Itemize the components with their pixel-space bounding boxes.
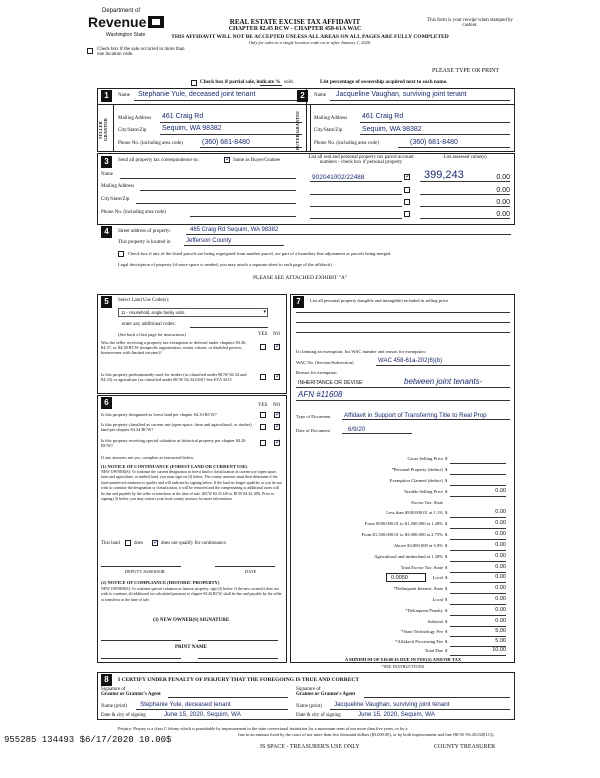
grantor-date-city[interactable]: June 15, 2020, Sequim, WA <box>164 711 241 718</box>
this-land-label: This land <box>101 541 120 546</box>
buyer-city[interactable]: Sequim, WA 98382 <box>362 126 422 133</box>
print-name-label: PRINT NAME <box>175 645 207 650</box>
s5-yes: YES <box>258 332 268 337</box>
segregated-checkbox[interactable] <box>118 251 124 257</box>
assessed-value-3[interactable]: 0.00 <box>496 199 510 206</box>
see-back-label: (See back of last page for instructions) <box>118 332 186 337</box>
tax-tech-fee-label: *State Technology Fee <box>401 629 443 634</box>
county-treasurer: COUNTY TREASURER <box>434 744 496 750</box>
deputy-date-line <box>215 566 275 567</box>
buyer-city-label: City/State/Zip <box>314 128 343 133</box>
parcel-personal-checkbox-2[interactable] <box>404 187 410 193</box>
tax-subtotal: Subtotal $ 0.00 <box>298 619 508 627</box>
exhibit-note: PLEASE SEE ATTACHED EXHIBIT "A" <box>252 275 348 281</box>
land-does-not-label: does not qualify for continuance. <box>161 541 227 546</box>
s6-yes: YES <box>258 403 268 408</box>
tax-personal: *Personal Property (deduct) $ <box>298 467 508 475</box>
doc-type-line <box>342 419 510 420</box>
buyer-addr-line <box>360 122 510 123</box>
s3-phone-line <box>190 216 296 217</box>
grantor-printed-name[interactable]: Stephanie Yule, deceased tenant <box>140 701 231 708</box>
s3-city-line <box>136 203 296 204</box>
doc-date[interactable]: 6/9/20 <box>348 426 366 433</box>
notice-1-title: (1) NOTICE OF CONTINUANCE (FOREST LAND OR CURRENT USE) <box>101 464 248 469</box>
segregated-label: Check box if any of the listed parcels are being segregated from another parcel, are part of a boundary line adjustment or parcels being merged. <box>128 251 392 256</box>
form-only-for: Only for sales in a single location code on or after January 1, 2020. <box>248 40 372 45</box>
tax-exemption-input[interactable] <box>450 485 506 486</box>
if-any-yes: If any answers are yes, complete as instructed below. <box>101 455 195 460</box>
land-does-label: does <box>134 541 144 546</box>
tax-total-due-value[interactable]: 10.00 <box>492 647 506 653</box>
seller-side-label: SELLER GRANTOR <box>98 118 108 142</box>
s3-name-line <box>120 178 296 179</box>
tax-local-label: Local <box>432 575 443 580</box>
doc-date-label: Date of Document <box>296 428 330 433</box>
grantor-date-line <box>160 719 288 720</box>
tax-exemption-label: Exemption Claimed (deduct) <box>389 478 443 483</box>
tax-total-due-label: Total Due <box>424 648 443 653</box>
form-title: REAL ESTATE EXCISE TAX AFFIDAVIT <box>229 18 361 26</box>
parcel-number[interactable]: 902041002/22488 <box>312 174 365 181</box>
doc-type-label: Type of Document <box>296 414 331 419</box>
receipt-note: This form is your receipt when stamped by cashier. <box>427 18 513 28</box>
wac-number[interactable]: WAC 458-61a-202(6)(b) <box>378 358 443 364</box>
grantee-signature-line[interactable] <box>364 697 510 698</box>
seller-addr[interactable]: 461 Craig Rd <box>162 113 204 120</box>
tax-del-penalty: *Delinquent Penalty $ 0.00 <box>298 608 508 616</box>
s6-q2-no[interactable] <box>274 424 280 430</box>
tax-gross: Gross Selling Price $ <box>298 456 508 464</box>
minimum-due-note: A MINIMUM OF $10.00 IS DUE IN FEE(S) AND/OR TAX <box>344 657 462 662</box>
see-instructions-note: *SEE INSTRUCTIONS <box>381 664 425 669</box>
assessed-line-3 <box>420 206 510 207</box>
dept-name: Revenue <box>88 14 147 30</box>
tax-del-interest-value[interactable]: 0.00 <box>495 585 506 591</box>
grantor-date-label: Date & city of signing <box>101 713 146 718</box>
assessed-value-4[interactable]: 0.00 <box>496 211 510 218</box>
certify-statement: I CERTIFY UNDER PENALTY OF PERJURY THAT THE FOREGOING IS TRUE AND CORRECT <box>118 677 360 683</box>
grantee-date-label: Date & city of signing <box>296 713 341 718</box>
s6-q2-yes[interactable] <box>260 424 266 430</box>
seller-city-label: City/State/Zip <box>118 128 147 133</box>
notice-2-title: (2) NOTICE OF COMPLIANCE (HISTORIC PROPERTY) <box>101 580 220 585</box>
partial-sale-sold: sold. <box>284 79 294 85</box>
grantee-date-line <box>354 719 510 720</box>
s5-q1-no[interactable] <box>274 344 280 350</box>
tax-personal-input[interactable] <box>450 474 506 475</box>
parcel-line-4 <box>310 218 402 219</box>
tax-del-interest: *Delinquent Interest: State $ 0.00 <box>298 586 508 594</box>
county-line <box>184 245 284 246</box>
local-rate: 0.0050 <box>391 575 408 581</box>
s6-q1-yes[interactable] <box>260 412 266 418</box>
tax-b1: Less than $500,000.01 at 1.1% $ 0.00 <box>298 510 508 518</box>
dept-state: Washington State <box>106 32 146 38</box>
send-tax-label: Send all property tax correspondence to: <box>118 158 199 163</box>
tax-total-state: Total Excise Tax: State $ 0.00 <box>298 565 508 573</box>
new-owner-sig-label: (3) NEW OWNER(S) SIGNATURE <box>152 618 230 623</box>
personal-property-label: List all personal property (tangible and intangible) included in selling price. <box>310 298 450 303</box>
section-1-number: 1 <box>101 90 112 102</box>
perjury-line-1: Perjury: Perjury is a class C felony which is punishable by imprisonment in the state correctional institution for a maximum term of not more than five years, or by a <box>118 726 408 731</box>
tax-b2: From $500,000.01 to $1,500,000 at 1.28% $ 0.00 <box>298 521 508 529</box>
tax-b2-value[interactable]: 0.00 <box>495 520 506 526</box>
tax-del-local-label: Local <box>432 597 443 602</box>
additional-codes-label: enter any additional codes: <box>122 322 176 327</box>
tax-total-state-value[interactable]: 0.00 <box>495 564 506 570</box>
grantee-agent-label: Grantee or Grantee's Agent <box>296 692 356 697</box>
grantee-sig-label: Signature of <box>296 687 321 692</box>
land-does-not-checkbox[interactable] <box>152 540 158 546</box>
tax-del-local-value[interactable]: 0.00 <box>495 596 506 602</box>
grantor-sig-label: Signature of <box>101 687 126 692</box>
street-address[interactable]: 465 Craig Rd Sequim, WA 98382 <box>190 227 279 233</box>
tax-local: Local $ 0.00 <box>298 575 508 583</box>
seller-name[interactable]: Stephanie Yule, deceased joint tenant <box>138 91 256 98</box>
dor-logo <box>88 8 168 46</box>
tax-del-local: Local $ 0.00 <box>298 597 508 605</box>
perjury-line-2: fine in an amount fixed by the court of not more than five thousand dollars ($5,000.00), or by both imprisonment and fine (RCW 9A.20.020(1C)). <box>238 732 495 737</box>
buyer-city-line <box>360 134 510 135</box>
grantor-signature-line[interactable] <box>168 697 288 698</box>
assessed-line-4 <box>420 218 510 219</box>
buyer-row-divider <box>306 104 515 105</box>
s6-question-1: Is this property designated as forest land per chapter 84.33 RCW? <box>101 412 217 417</box>
buyer-name[interactable]: Jacqueline Vaughan, surviving joint tenant <box>336 91 467 98</box>
assessed-value-2[interactable]: 0.00 <box>496 187 510 194</box>
tax-b4-label: Above $3,000,000 at 3.0% <box>393 543 443 548</box>
parcel-header: List all real and personal property tax parcel account numbers - check box if personal property <box>308 155 414 165</box>
seller-row-divider <box>97 104 306 105</box>
s6-question-3: Is this property receiving special valuation as historical property per chapter 84.26 RCW? <box>101 438 246 448</box>
tax-taxable: Taxable Selling Price $ 0.00 <box>298 489 508 497</box>
deputy-line <box>101 566 181 567</box>
buyer-addr[interactable]: 461 Craig Rd <box>362 113 404 120</box>
seller-addr-label: Mailing Address <box>118 116 152 121</box>
legal-description-label: Legal description of property (if more space is needed, you may attach a separate sheet to each page of the affidavit) <box>118 262 332 267</box>
s3-addr-line <box>140 190 296 191</box>
wac-label: WAC No. (Section/Subsection) <box>296 360 354 365</box>
land-use-value: 11 - Household, single family units <box>121 310 185 315</box>
tax-affidavit-fee-value[interactable]: 5.00 <box>495 638 506 644</box>
ownership-pct-note: List percentage of ownership acquired next to each name. <box>320 79 448 85</box>
tax-affidavit-fee: *Affidavit Processing Fee $ 5.00 <box>298 639 508 647</box>
exemption-claim-label: If claiming an exemption, list WAC number and reason for exemption: <box>296 349 426 354</box>
assessed-value-1[interactable]: 0.00 <box>496 174 510 181</box>
land-use-select[interactable] <box>118 308 268 317</box>
personal-property-line-2[interactable] <box>296 322 510 323</box>
tax-del-penalty-label: *Delinquent Penalty <box>405 608 443 613</box>
tax-excise-state <box>298 500 508 508</box>
tax-subtotal-value[interactable]: 0.00 <box>495 618 506 624</box>
tax-total-state-label: Total Excise Tax: State <box>400 565 443 570</box>
same-as-buyer-checkbox[interactable] <box>224 157 230 163</box>
tax-affidavit-fee-label: *Affidavit Processing Fee <box>395 639 443 644</box>
seller-addr-line <box>160 122 302 123</box>
tax-b1-label: Less than $500,000.01 at 1.1% <box>386 510 443 515</box>
tax-b4-value[interactable]: 0.00 <box>495 542 506 548</box>
land-use-label: Select Land Use Code(s): <box>118 298 170 303</box>
section-4-number: 4 <box>101 226 112 238</box>
assessed-handwritten[interactable]: 399,243 <box>424 169 464 181</box>
tax-local-value[interactable]: 0.00 <box>495 574 506 580</box>
reason-handwritten-1[interactable]: between joint tenants- <box>404 377 483 386</box>
tax-excise-state-label: Excise Tax: State <box>411 500 443 505</box>
doc-type[interactable]: Affidavit in Support of Transferring Title to Real Prop <box>344 412 487 419</box>
section-6-number: 6 <box>101 397 112 409</box>
wac-line <box>376 365 510 366</box>
receipt-stamp: 955285 134493 $6/17/2020 10.00$ <box>4 735 172 745</box>
reason-typed[interactable]: INHERITANCE OR DEVISE <box>298 380 363 386</box>
grantor-name-line <box>136 709 288 710</box>
seller-city[interactable]: Sequim, WA 98382 <box>162 125 222 132</box>
tax-subtotal-label: Subtotal <box>427 619 443 624</box>
s6-q1-no[interactable] <box>274 412 280 418</box>
s5-q2-no[interactable] <box>274 374 280 380</box>
new-owner-sig-line-1[interactable] <box>101 640 181 641</box>
form-chapter: CHAPTER 82.45 RCW - CHAPTER 458-61A WAC <box>228 26 362 32</box>
s5-question-2: Is this property predominantly used for timber (as classified under RCW 84.34 and 84.33) or agriculture (as classified under RCW 84.34.020)? See ETA 3215 <box>101 372 247 382</box>
s5-q2-yes[interactable] <box>260 374 266 380</box>
partial-sale-percent[interactable] <box>260 85 282 86</box>
s6-no: NO <box>273 403 281 408</box>
tax-gross-input[interactable] <box>450 463 506 464</box>
assessed-header: List assessed value(s) <box>443 155 487 160</box>
parcel-personal-checkbox-1[interactable] <box>404 174 410 180</box>
s3-phone-label: Phone No. (including area code) <box>101 210 166 215</box>
s3-city-label: City/State/Zip <box>101 197 130 202</box>
tax-ag: Agricultural and timberland at 1.28% $ 0.00 <box>298 554 508 562</box>
seller-name-label: Name <box>118 93 130 98</box>
tax-ag-value[interactable]: 0.00 <box>495 553 506 559</box>
section-8-number: 8 <box>101 674 112 686</box>
s5-q1-yes[interactable] <box>260 344 266 350</box>
reason-handwritten-2[interactable]: AFN #11608 <box>298 390 343 399</box>
s5-no: NO <box>273 332 281 337</box>
deputy-assessor-label: DEPUTY ASSESSOR <box>125 569 165 574</box>
s6-q3-no[interactable] <box>274 440 280 446</box>
tax-del-penalty-value[interactable]: 0.00 <box>495 607 506 613</box>
s6-question-2: Is this property classified as current use (open space, farm and agricultural, or timber) land per chapter 84.34 RCW? <box>101 422 252 432</box>
tax-taxable-value[interactable]: 0.00 <box>495 488 506 494</box>
buyer-phone-line <box>398 147 510 148</box>
state-silhouette-icon <box>146 14 166 30</box>
buyer-addr-label: Mailing Address <box>314 116 348 121</box>
tax-del-interest-label: *Delinquent Interest: State <box>393 586 443 591</box>
more-locations-checkbox[interactable] <box>87 48 93 54</box>
additional-codes-input[interactable] <box>190 327 268 328</box>
buyer-side-divider <box>310 104 311 152</box>
seller-side-divider <box>113 104 114 152</box>
partial-sale-checkbox[interactable] <box>191 80 197 86</box>
tax-total-due: Total Due $ 10.00 <box>298 648 508 656</box>
personal-property-line-3[interactable] <box>296 332 510 333</box>
seller-city-line <box>160 134 302 135</box>
notice-2-body: NEW OWNER(S): To continue special valuation as historic property, sign (3) below. If the new owner(s) does not wish to continue, all additional tax calculated pursuant to chapter 84.26 RCW, shall be due and payable by the seller or transferor at the time of sale. <box>101 587 282 602</box>
seller-phone-label: Phone No. (including area code) <box>118 141 183 146</box>
dept-top: Department of <box>102 8 141 14</box>
type-or-print: PLEASE TYPE OR PRINT <box>432 68 500 74</box>
tax-gross-label: Gross Selling Price <box>407 456 443 461</box>
tax-b3: From $1,500,000.01 to $3,000,000 at 2.75% $ 0.00 <box>298 532 508 540</box>
county-label: This property is located in <box>118 240 171 245</box>
s5-question-1: Was the seller receiving a property tax exemption or deferral under chapters 84.36, 84.37, or 84.38 RCW (nonprofit organization, senior citizen, or disabled person, homeowner with limited income)? <box>101 340 247 355</box>
assessed-line-1 <box>420 181 510 182</box>
county[interactable]: Jefferson County <box>186 238 232 244</box>
section-3-number: 3 <box>101 156 112 168</box>
notice-1-body: NEW OWNER(S): To continue the current designation as forest land or classification as current use (open space, farm and agriculture, or timber) land, you must sign on (3) below. The county assessor must then determine if the land transferred continues to qualify and will indicate by signing below. If the land no longer qualifies or you do not wish to continue the designation or classification, it will be removed and the compensating or additional taxes will be due and payable by the seller or transferor at the time of sale. (RCW 84.33.140 or RCW 84.34.108). Prior to signing (3) below, you may contact your local county assessor for more information. <box>101 470 282 502</box>
section-5-number: 5 <box>101 296 112 308</box>
reason-label: Reason for exemption <box>296 370 337 375</box>
buyer-side-label: BUYER GRANTEE <box>295 110 300 150</box>
parcel-personal-checkbox-3[interactable] <box>404 199 410 205</box>
personal-property-line-1[interactable] <box>296 312 510 313</box>
partial-sale-label: Check box if partial sale, indicate % <box>200 79 281 85</box>
section-7-number: 7 <box>293 296 304 308</box>
parcel-line-3 <box>310 206 402 207</box>
grantor-agent-label: Grantor or Grantor's Agent <box>101 692 161 697</box>
doc-date-line <box>342 433 412 434</box>
tax-exemption: Exemption Claimed (deduct) $ <box>298 478 508 486</box>
seller-phone[interactable]: (360) 681-8480 <box>202 139 250 146</box>
same-as-buyer-label: Same as Buyer/Grantee <box>233 158 281 163</box>
treasurer-space: IS SPACE - TREASURER'S USE ONLY <box>260 744 360 750</box>
parcel-personal-checkbox-4[interactable] <box>404 211 410 217</box>
deputy-date-label: DATE <box>245 569 257 574</box>
print-name-line-2[interactable] <box>198 658 278 659</box>
tax-b2-label: From $500,000.01 to $1,500,000 at 1.28% <box>364 521 443 526</box>
tax-taxable-label: Taxable Selling Price <box>403 489 443 494</box>
street-line <box>186 234 511 235</box>
grantor-name-label: Name (print) <box>101 704 127 709</box>
seller-phone-line <box>200 147 302 148</box>
section-2-number: 2 <box>297 90 308 102</box>
tax-b4: Above $3,000,000 at 3.0% $ 0.00 <box>298 543 508 551</box>
buyer-name-line <box>330 100 510 101</box>
more-locations-label: Check box if the sale occurred in more than one location code. <box>97 47 185 57</box>
s3-addr-label: Mailing Address <box>101 184 135 189</box>
parcel-line-2 <box>310 194 402 195</box>
chevron-down-icon: ▾ <box>263 310 266 315</box>
tax-b1-value[interactable]: 0.00 <box>495 509 506 515</box>
tax-tech-fee: *State Technology Fee $ 5.00 <box>298 629 508 637</box>
new-owner-sig-line-2[interactable] <box>198 640 278 641</box>
grantee-printed-name[interactable]: Jacqueline Vaughan, surviving joint tenant <box>334 701 450 708</box>
print-name-line-1[interactable] <box>101 658 181 659</box>
reason-line-2 <box>296 400 510 401</box>
grantee-date-city[interactable]: June 15, 2020, Sequim, WA <box>358 711 435 718</box>
street-label: Street address of property: <box>118 229 171 234</box>
seller-name-line <box>134 100 302 101</box>
parcel-line-1 <box>310 181 402 182</box>
s6-q3-yes[interactable] <box>260 440 266 446</box>
form-warning: THIS AFFIDAVIT WILL NOT BE ACCEPTED UNLESS ALL AREAS ON ALL PAGES ARE FULLY COMPLETED <box>171 34 449 40</box>
buyer-phone-label: Phone No. (including area code) <box>314 141 379 146</box>
tax-b3-value[interactable]: 0.00 <box>495 531 506 537</box>
tax-b3-label: From $1,500,000.01 to $3,000,000 at 2.75% <box>361 532 443 537</box>
tax-ag-label: Agricultural and timberland at 1.28% <box>374 554 443 559</box>
buyer-name-label: Name <box>314 93 326 98</box>
grantee-name-line <box>330 709 510 710</box>
assessed-line-2 <box>420 194 510 195</box>
grantee-name-label: Name (print) <box>296 704 322 709</box>
buyer-phone[interactable]: (360) 681-8480 <box>410 139 458 146</box>
reason-line-1 <box>296 387 510 388</box>
tax-tech-fee-value[interactable]: 5.00 <box>495 628 506 634</box>
land-does-checkbox[interactable] <box>125 540 131 546</box>
s3-name-label: Name <box>101 172 113 177</box>
tax-personal-label: *Personal Property (deduct) <box>391 467 443 472</box>
